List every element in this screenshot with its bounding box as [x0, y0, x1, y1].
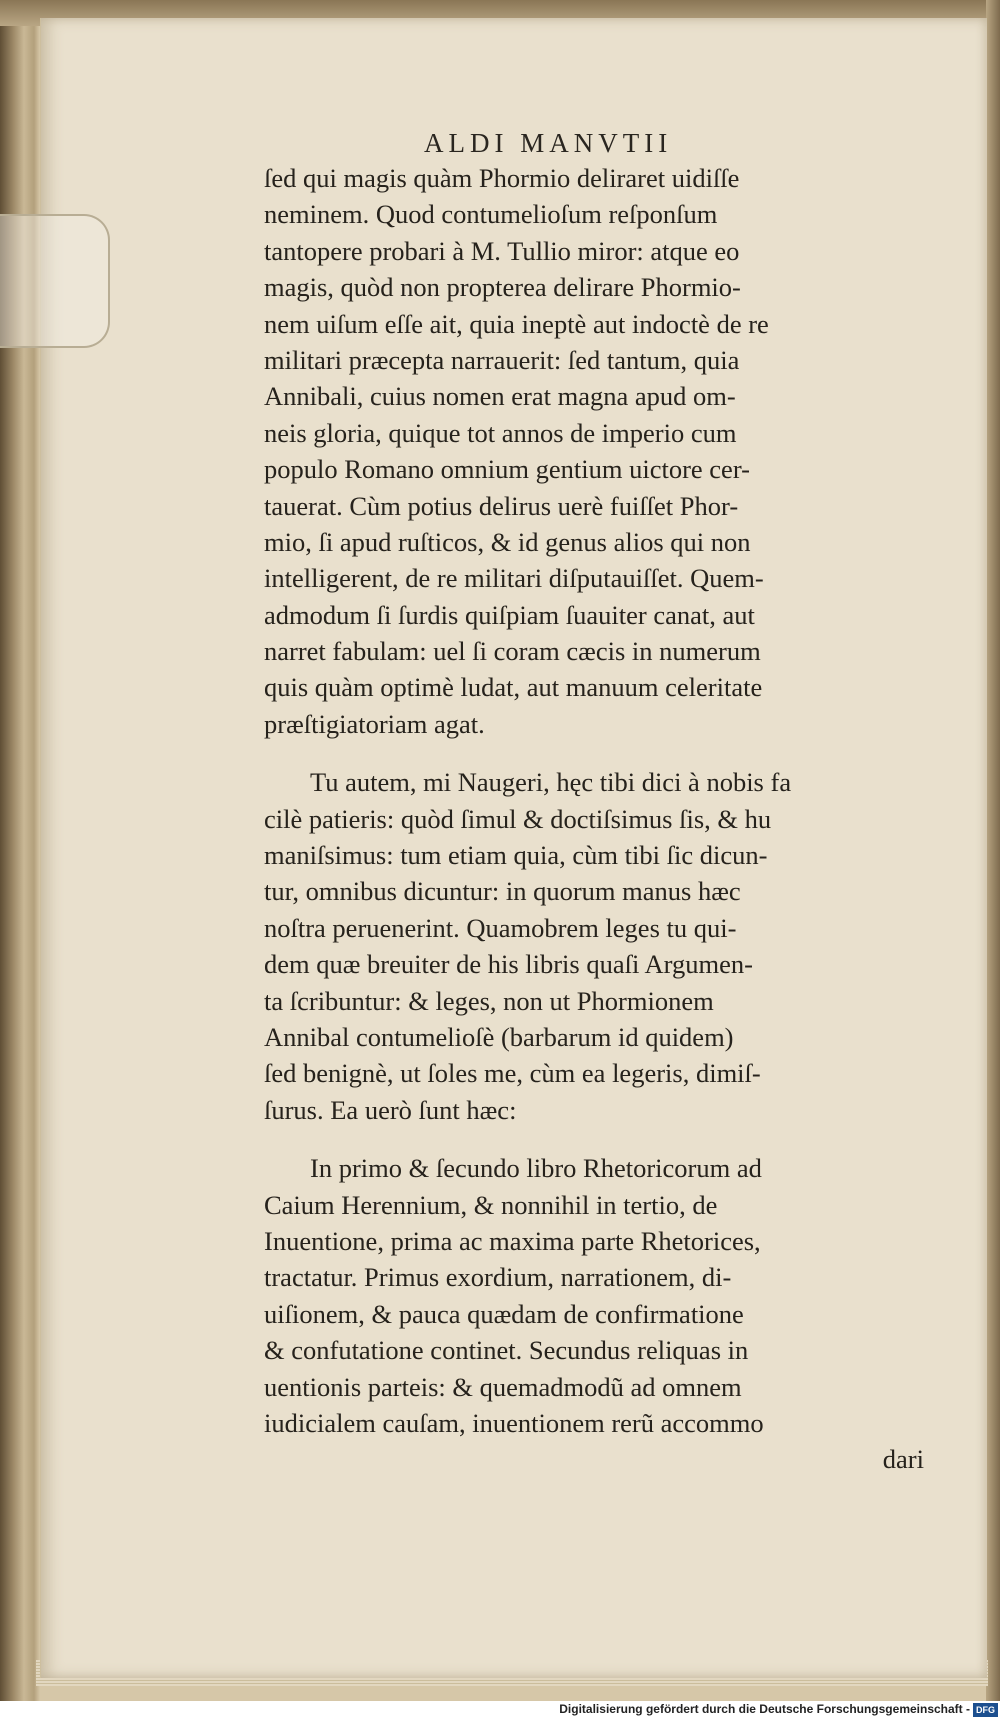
text-line: tur, omnibus dicuntur: in quorum manus hæc — [264, 876, 741, 907]
text-line: Caium Herennium, & nonnihil in tertio, de — [264, 1189, 718, 1220]
catchword: dari — [882, 1444, 924, 1475]
text-line: uiſionem, & pauca quædam de confirmatione — [264, 1298, 744, 1329]
text-line: cilè patieris: quòd ſimul & doctiſsimus ſis, & hu — [264, 803, 772, 834]
text-line: dem quæ breuiter de his libris quaſi Argumen- — [264, 949, 753, 980]
text-line: tractatur. Primus exordium, narrationem, di- — [264, 1262, 732, 1293]
text-line: neminem. Quod contumelioſum reſponſum — [264, 199, 718, 230]
digitization-credit: Digitalisierung gefördert durch die Deutsche Forschungsgemeinschaft - — [559, 1702, 970, 1716]
text-line: Tu autem, mi Naugeri, hęc tibi dici à nobis fa — [310, 767, 792, 798]
glass-clip — [0, 214, 110, 348]
text-line: intelligerent, de re militari diſputauiſſet. Quem- — [264, 563, 764, 594]
paragraph-gap — [264, 1128, 936, 1150]
text-line: mio, ſi apud ruſticos, & id genus alios qui non — [264, 526, 751, 557]
paragraph-2 — [264, 764, 936, 1128]
text-line: populo Romano omnium gentium uictore cer- — [264, 454, 750, 485]
text-line: præſtigiatoriam agat. — [264, 708, 485, 739]
text-line: Annibali, cuius nomen erat magna apud om- — [264, 381, 736, 412]
text-line: iudicialem cauſam, inuentionem rerũ accommo — [264, 1407, 764, 1438]
text-line: narret fabulam: uel ſi coram cæcis in numerum — [264, 636, 761, 667]
text-line: Inuentione, prima ac maxima parte Rhetorices, — [264, 1225, 761, 1256]
text-line: uentionis parteis: & quemadmodũ ad omnem — [264, 1371, 742, 1402]
dfg-logo-icon: DFG — [973, 1703, 998, 1717]
text-line: noſtra peruenerint. Quamobrem leges tu qui- — [264, 912, 737, 943]
text-line: ſed qui magis quàm Phormio deliraret uidiſſe — [264, 163, 740, 193]
text-line: maniſsimus: tum etiam quia, cùm tibi ſic dicun- — [264, 840, 768, 871]
text-line: ta ſcribuntur: & leges, non ut Phormionem — [264, 985, 714, 1016]
text-line: Annibal contumelioſè (barbarum id quidem) — [264, 1021, 734, 1052]
paragraph-1 — [264, 160, 936, 742]
text-line: militari præcepta narrauerit: ſed tantum, quia — [264, 344, 740, 375]
paragraph-3 — [264, 1150, 936, 1441]
text-line: ſurus. Ea uerò ſunt hæc: — [264, 1094, 517, 1125]
text-line: tantopere probari à M. Tullio miror: atque eo — [264, 235, 740, 266]
text-line: nem uiſum eſſe ait, quia ineptè aut indoctè de re — [264, 308, 769, 339]
text-line: neis gloria, quique tot annos de imperio cum — [264, 417, 737, 448]
book-cover-right — [986, 0, 1000, 1721]
text-line: quis quàm optimè ludat, aut manuum celeritate — [264, 672, 763, 703]
page-text — [264, 160, 936, 1478]
text-line: ſed benignè, ut ſoles me, cùm ea legeris, dimiſ- — [264, 1058, 761, 1089]
paragraph-gap — [264, 742, 936, 764]
running-head: ALDI MANVTII — [424, 128, 673, 158]
text-line: & confutatione continet. Secundus reliquas in — [264, 1335, 749, 1366]
text-line: tauerat. Cùm potius delirus uerè fuiſſet Phor- — [264, 490, 739, 521]
text-line: admodum ſi ſurdis quiſpiam ſuauiter canat, aut — [264, 599, 755, 630]
text-line: In primo & ſecundo libro Rhetoricorum ad — [310, 1153, 762, 1184]
text-line: magis, quòd non propterea delirare Phormio- — [264, 272, 741, 303]
